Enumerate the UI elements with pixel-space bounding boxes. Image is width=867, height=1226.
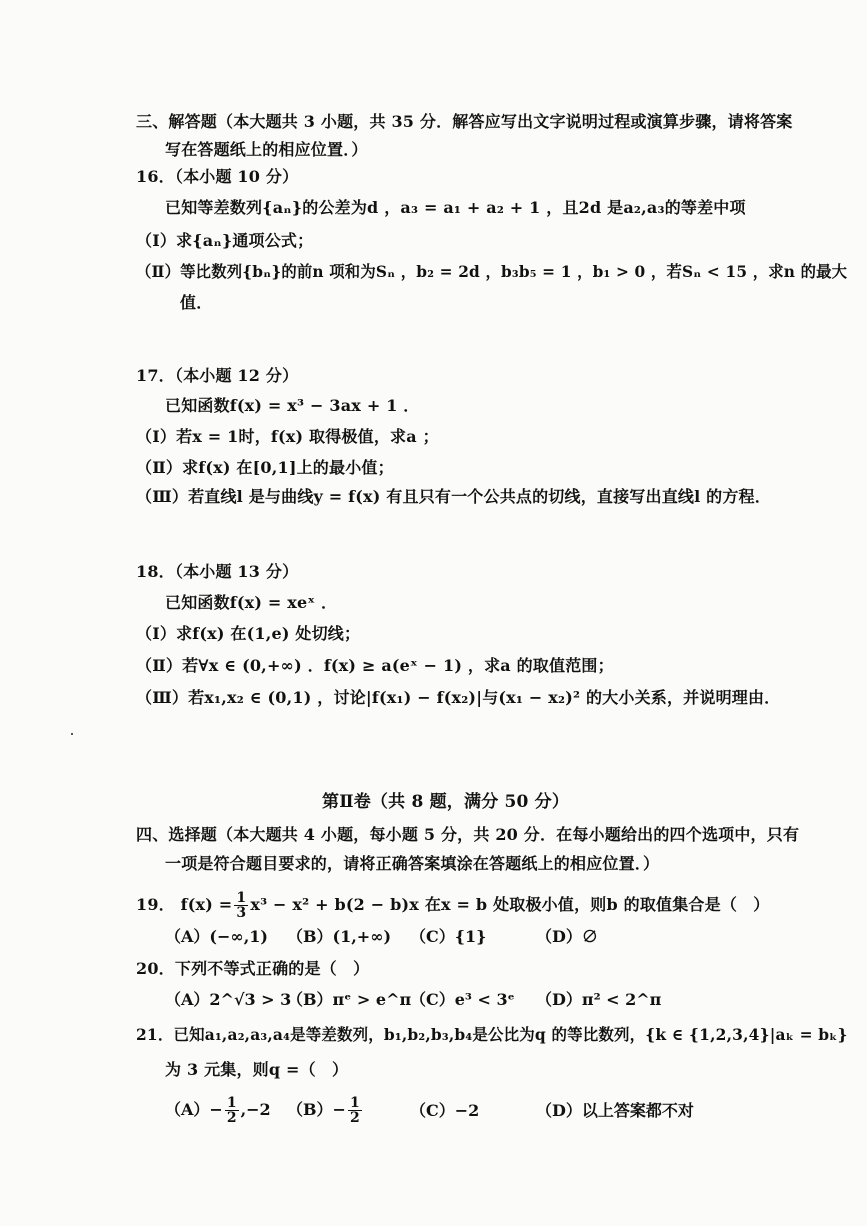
section3-heading-line1: 三、解答题（本大题共 3 小题，共 35 分．解答应写出文字说明过程或演算步骤，请将答案 (136, 112, 793, 131)
q18-header: 18．（本小题 13 分） (136, 562, 299, 581)
scan-speck (71, 733, 73, 735)
q20-option-b[interactable]: （B）πᵉ > e^π (287, 990, 412, 1009)
q17-part2: （Ⅱ）求f(x) 在[0,1]上的最小值； (136, 458, 394, 477)
q21-option-a-fraction (225, 1096, 239, 1125)
q19-fraction (234, 891, 248, 920)
part2-title: 第Ⅱ卷（共 8 题，满分 50 分） (322, 792, 570, 812)
q17-part3: （Ⅲ）若直线l 是与曲线y = f(x) 有且只有一个公共点的切线，直接写出直线l 的方程． (136, 487, 771, 506)
q18-part3: （Ⅲ）若x₁,x₂ ∈ (0,1) ，讨论|f(x₁) − f(x₂)|与(x₁ − x₂)² 的大小关系，并说明理由． (136, 688, 781, 707)
q19-stem-prefix: 19． f(x) = (136, 895, 233, 914)
q21-stem-line2: 为 3 元集，则q =（ ） (165, 1060, 349, 1079)
section3-heading-line2: 写在答题纸上的相应位置．） (165, 140, 368, 159)
q17-part1: （Ⅰ）若x = 1时，f(x) 取得极值，求a ； (136, 427, 439, 446)
q21-option-d[interactable]: （D）以上答案都不对 (536, 1101, 694, 1120)
q21-option-a-denominator: 2 (226, 1110, 237, 1126)
q19-stem-rest: x³ − x² + b(2 − b)x 在x = b 处取极小值，则b 的取值集合是（ ） (250, 895, 770, 914)
q19-option-c[interactable]: （C）{1} (410, 927, 487, 946)
q20-option-c[interactable]: （C）e³ < 3ᵉ (410, 990, 515, 1009)
q16-part1: （Ⅰ）求{aₙ}通项公式； (136, 231, 314, 250)
q17-header: 17．（本小题 12 分） (136, 366, 299, 385)
q19-stem (136, 891, 769, 920)
section4-heading-line1: 四、选择题（本大题共 4 小题，每小题 5 分，共 20 分．在每小题给出的四个选项中，只有 (136, 825, 800, 844)
q16-part2-line2: 值． (180, 293, 213, 312)
q19-fraction-numerator: 1 (236, 890, 247, 906)
section4-heading-line2: 一项是符合题目要求的，请将正确答案填涂在答题纸上的相应位置．） (165, 854, 660, 873)
q21-option-a-prefix: （A）− (165, 1100, 223, 1119)
q21-option-b-fraction (348, 1096, 362, 1125)
q16-part2-line1: （Ⅱ）等比数列{bₙ}的前n 项和为Sₙ ，b₂ = 2d ，b₃b₅ = 1 ，b₁ > 0 ，若Sₙ < 15 ，求n 的最大 (136, 262, 848, 281)
q21-stem-line1: 21．已知a₁,a₂,a₃,a₄是等差数列，b₁,b₂,b₃,b₄是公比为q 的等比数列，{k ∈ {1,2,3,4}|aₖ = bₖ} (136, 1025, 848, 1044)
q19-fraction-denominator: 3 (236, 905, 247, 921)
q21-option-b-prefix: （B）− (287, 1100, 346, 1119)
q21-option-c[interactable]: （C）−2 (410, 1101, 480, 1120)
q21-option-a-suffix: ,−2 (240, 1100, 271, 1119)
q18-part1: （Ⅰ）求f(x) 在(1,e) 处切线； (136, 624, 361, 643)
q18-stem: 已知函数f(x) = xeˣ ． (165, 593, 338, 612)
q20-option-a[interactable]: （A）2^√3 > 3 (165, 990, 292, 1009)
q21-option-a-numerator: 1 (226, 1095, 237, 1111)
q21-option-a[interactable] (165, 1096, 271, 1125)
q19-option-d[interactable]: （D）∅ (536, 927, 598, 946)
q19-option-a[interactable]: （A）(−∞,1) (165, 927, 268, 946)
q20-option-d[interactable]: （D）π² < 2^π (536, 990, 662, 1009)
q20-stem: 20．下列不等式正确的是（ ） (136, 959, 370, 978)
q21-option-b[interactable] (287, 1096, 364, 1125)
q17-stem: 已知函数f(x) = x³ − 3ax + 1 ． (165, 396, 420, 415)
q16-stem: 已知等差数列{aₙ}的公差为d ，a₃ = a₁ + a₂ + 1 ，且2d 是a₂,a₃的等差中项 (165, 198, 746, 217)
q21-option-b-denominator: 2 (349, 1110, 360, 1126)
q19-option-b[interactable]: （B）(1,+∞) (287, 927, 392, 946)
q21-option-b-numerator: 1 (349, 1095, 360, 1111)
q18-part2: （Ⅱ）若∀x ∈ (0,+∞) ．f(x) ≥ a(eˣ − 1) ，求a 的取值范围； (136, 656, 614, 675)
q16-header: 16．（本小题 10 分） (136, 167, 299, 186)
